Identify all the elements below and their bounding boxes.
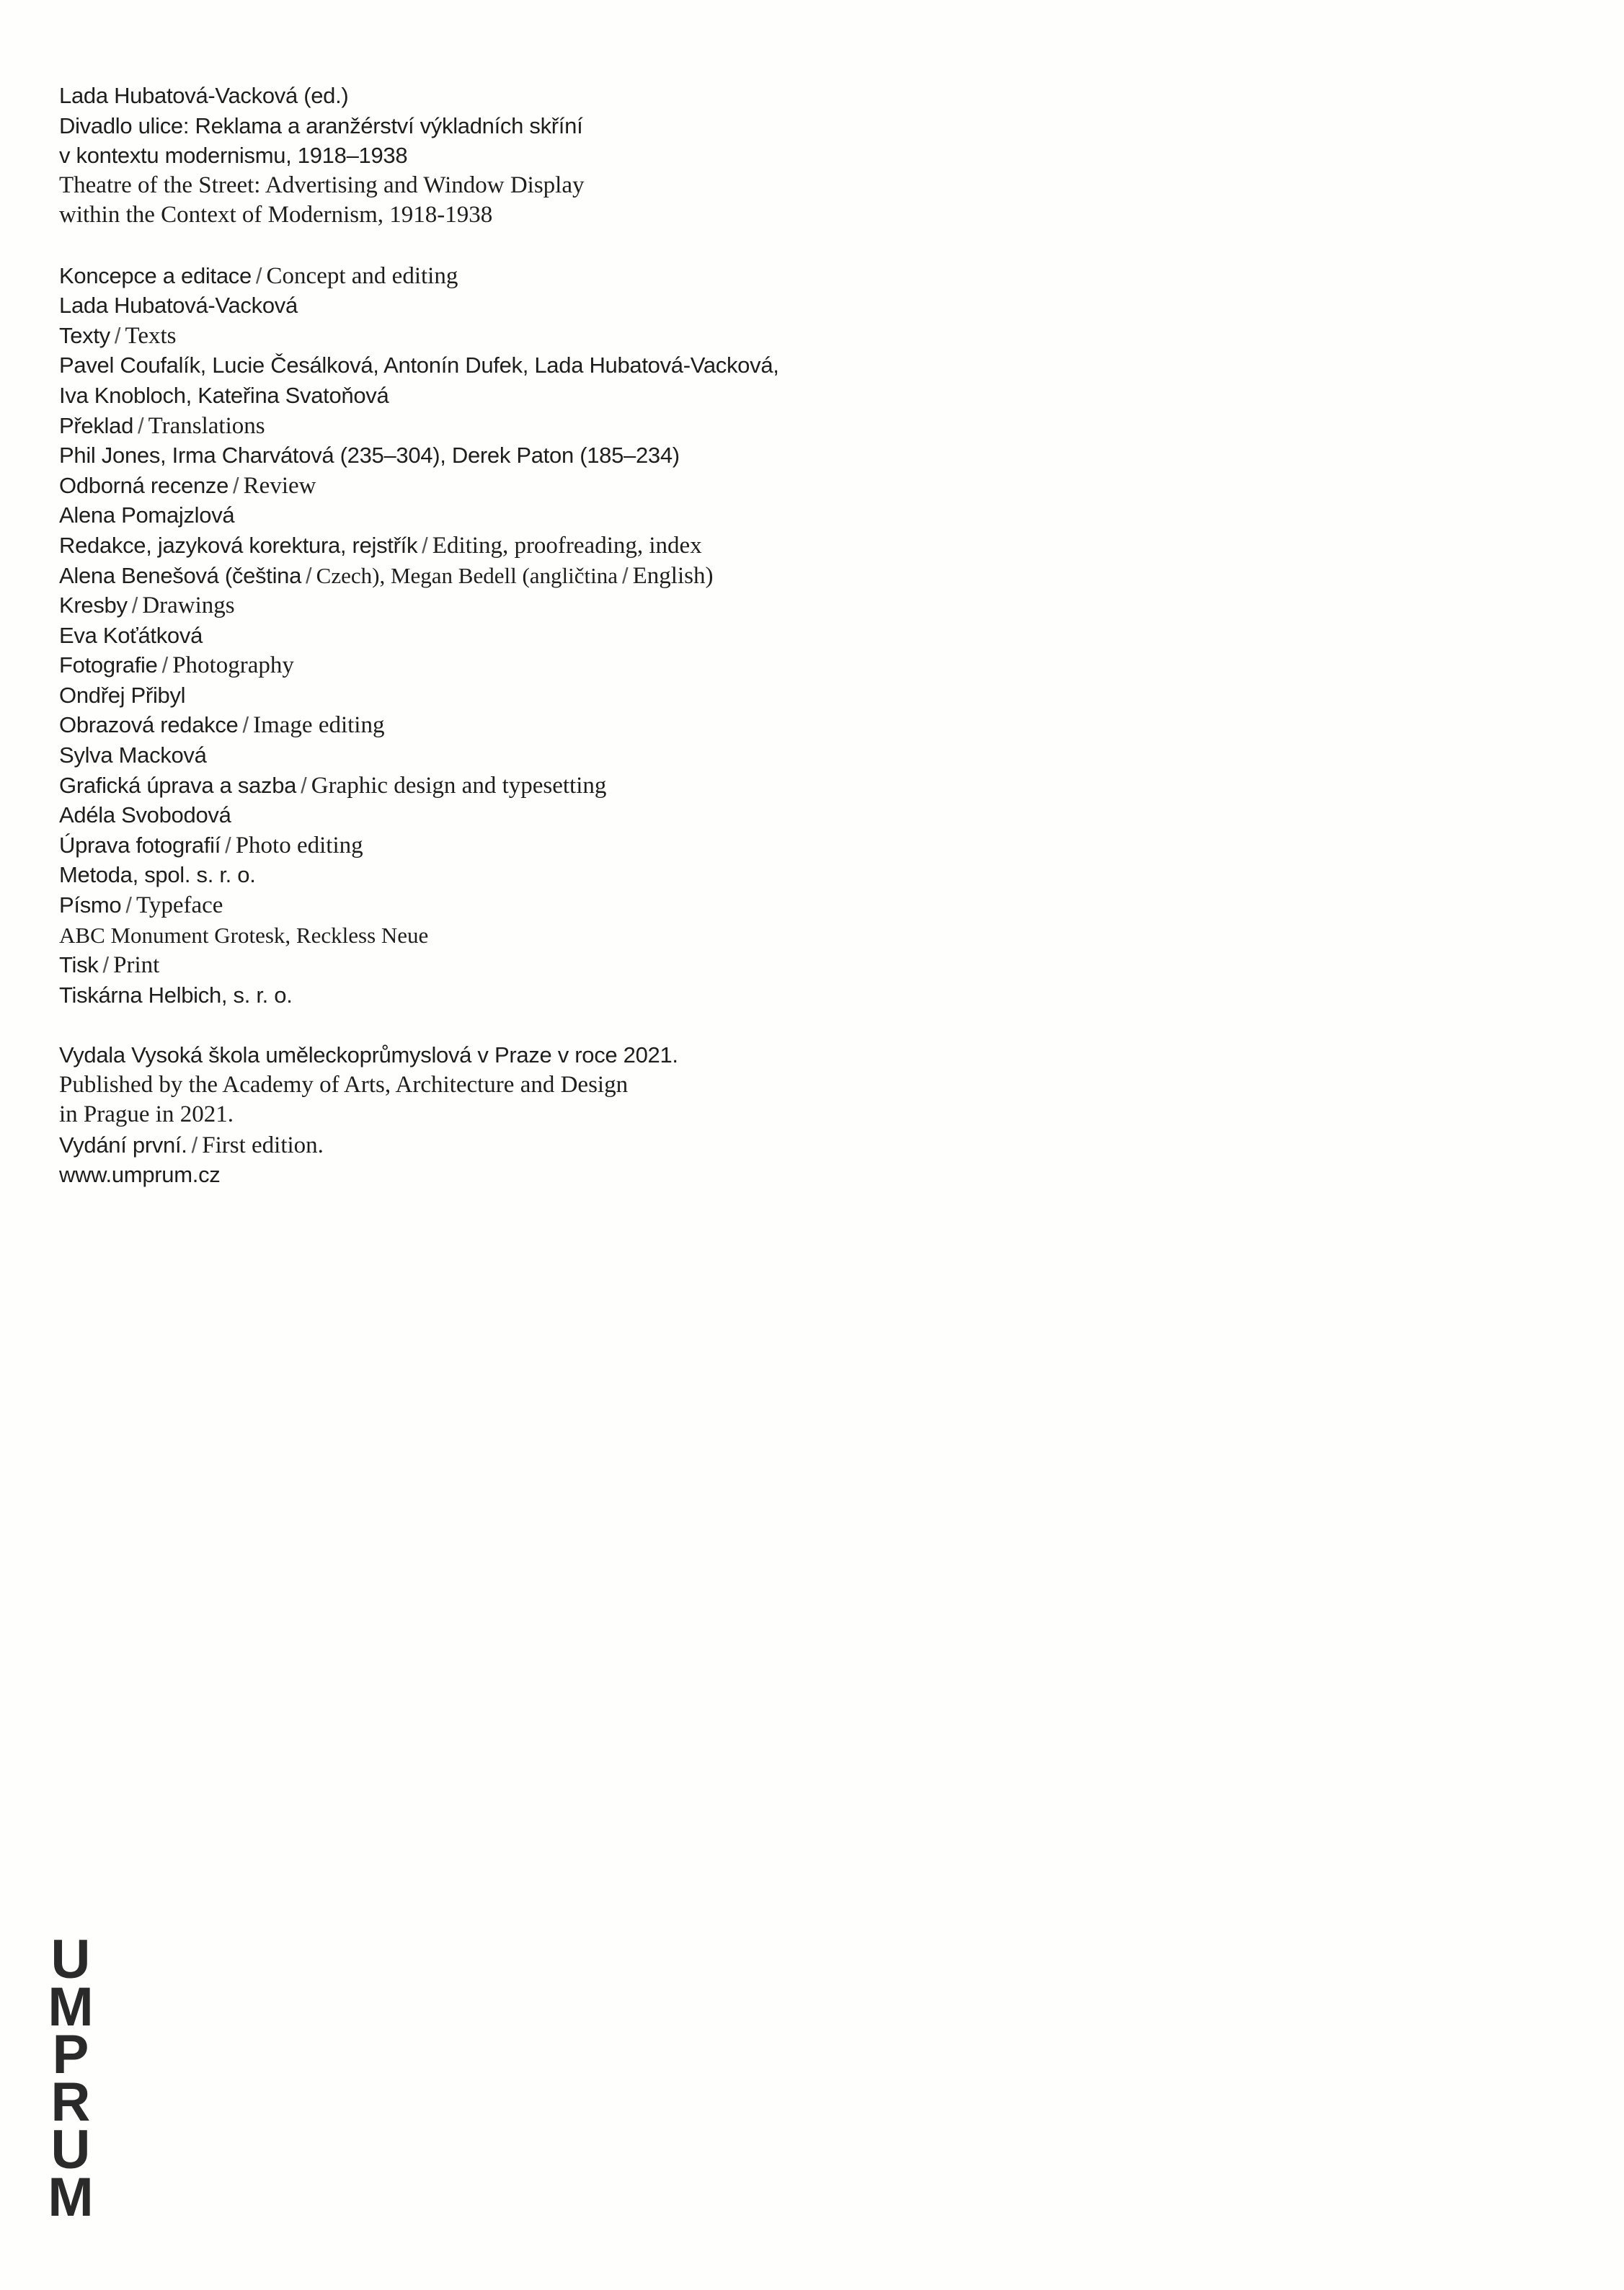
title-cs-line-2: v kontextu modernismu, 1918–1938	[59, 143, 408, 169]
credit-label-print: Tisk / Print	[59, 952, 160, 979]
colophon-text	[59, 81, 924, 1190]
logo-letter: M	[48, 2167, 94, 2228]
credit-value-review: Alena Pomajzlová	[59, 502, 235, 528]
logo-letter: P	[52, 2024, 89, 2085]
logo-letter: M	[48, 1976, 94, 2038]
published-cs: Vydala Vysoká škola uměleckoprůmyslová v Praze v roce 2021.	[59, 1042, 678, 1068]
credit-value-editing: Alena Benešová (čeština / Czech), Megan Bedell (angličtina / English)	[59, 562, 714, 589]
spacer	[59, 1010, 924, 1040]
published-en-1: Published by the Academy of Arts, Architecture and Design	[59, 1071, 629, 1098]
credit-value-image-editing: Sylva Macková	[59, 742, 207, 768]
credit-label-review: Odborná recenze / Review	[59, 472, 316, 499]
title-cs-line-1: Divadlo ulice: Reklama a aranžérství výkladních skříní	[59, 112, 583, 138]
edition-line: Vydání první. / First edition.	[59, 1132, 324, 1158]
credit-value-photography: Ondřej Přibyl	[59, 682, 186, 708]
author-line: Lada Hubatová-Vacková (ed.)	[59, 83, 349, 108]
credit-value-print: Tiskárna Helbich, s. r. o.	[59, 982, 293, 1008]
credit-label-texts: Texty / Texts	[59, 322, 177, 349]
credit-value-photo-editing: Metoda, spol. s. r. o.	[59, 862, 256, 888]
credit-label-image-editing: Obrazová redakce / Image editing	[59, 712, 385, 739]
credit-value-texts-2: Iva Knobloch, Kateřina Svatoňová	[59, 382, 389, 408]
credit-value-texts-1: Pavel Coufalík, Lucie Česálková, Antonín Dufek, Lada Hubatová-Vacková,	[59, 352, 779, 378]
logo-letter: U	[50, 1929, 91, 1990]
title-en-line-2: within the Context of Modernism, 1918-1938	[59, 202, 493, 228]
credit-label-editing: Redakce, jazyková korektura, rejstřík / Editing, proofreading, index	[59, 532, 702, 559]
umprum-logo	[42, 1929, 99, 2228]
logo-letter: R	[50, 2072, 91, 2133]
credit-label-graphic-design: Grafická úprava a sazba / Graphic design and typesetting	[59, 772, 607, 799]
published-en-2: in Prague in 2021.	[59, 1101, 234, 1128]
credit-value-drawings: Eva Koťátková	[59, 622, 203, 648]
credit-value-graphic-design: Adéla Svobodová	[59, 802, 231, 828]
credit-value-typeface: ABC Monument Grotesk, Reckless Neue	[59, 922, 429, 948]
credit-label-drawings: Kresby / Drawings	[59, 593, 235, 619]
credit-label-translations: Překlad / Translations	[59, 412, 265, 439]
credit-label-photo-editing: Úprava fotografií / Photo editing	[59, 832, 363, 858]
spacer	[59, 231, 924, 261]
credit-label-concept: Koncepce a editace / Concept and editing	[59, 262, 458, 289]
credit-value-concept: Lada Hubatová-Vacková	[59, 293, 298, 319]
logo-letter: U	[50, 2119, 91, 2180]
credit-label-typeface: Písmo / Typeface	[59, 892, 223, 919]
credit-label-photography: Fotografie / Photography	[59, 652, 294, 679]
title-en-line-1: Theatre of the Street: Advertising and Window Display	[59, 172, 585, 198]
credit-value-translations: Phil Jones, Irma Charvátová (235–304), Derek Paton (185–234)	[59, 443, 680, 469]
website-link[interactable]: www.umprum.cz	[59, 1162, 221, 1188]
